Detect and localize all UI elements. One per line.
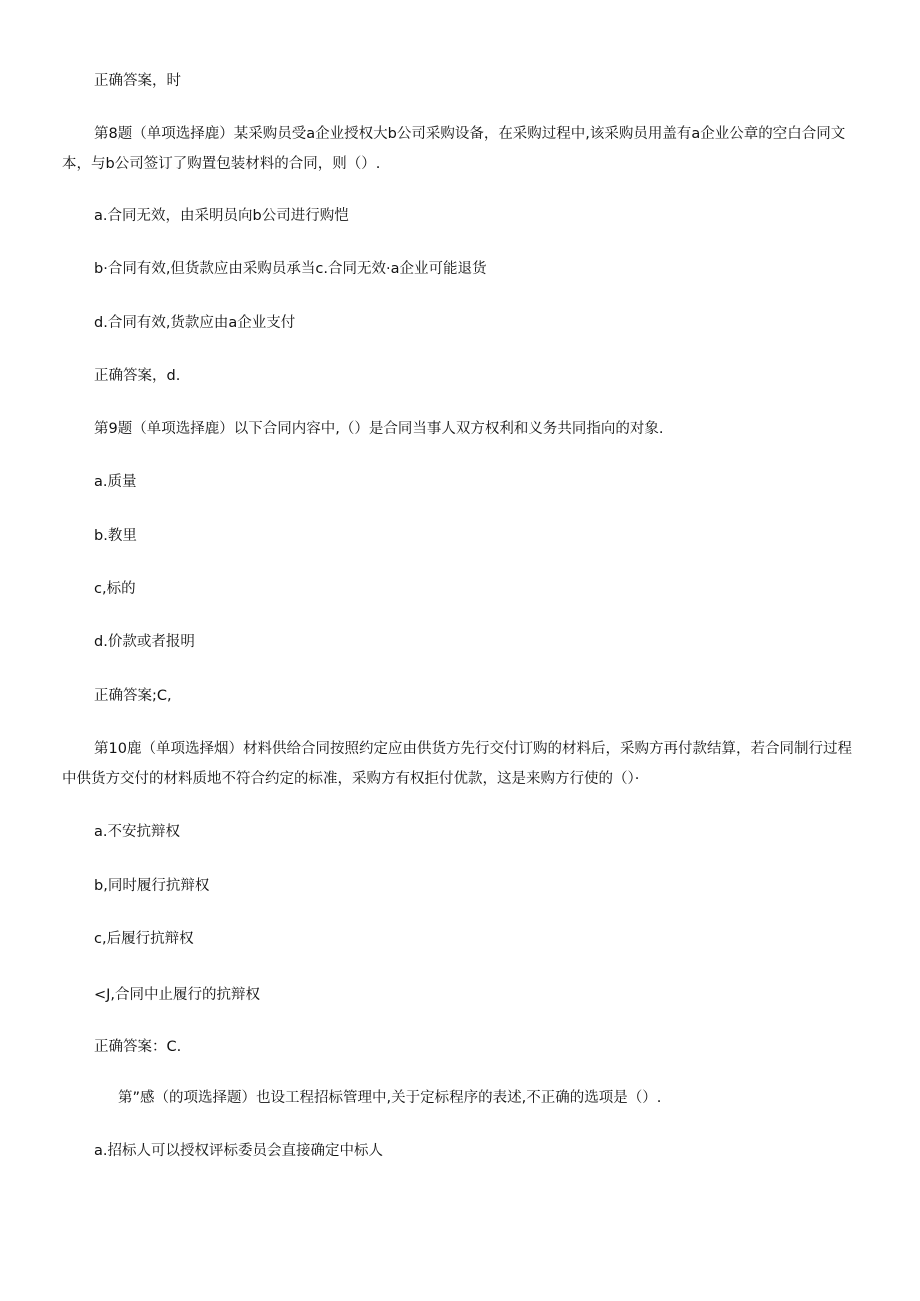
q9-option-a: a.质量 <box>94 474 137 490</box>
q8-option-d: d.合同有效,货款应由a企业支付 <box>94 315 296 331</box>
question-8: 第8题（单项选择鹿）某采购员受a企业授权大b公司采购设备，在采购过程中,该采购员用盖有a企业公章的空白合同文本，与b公司签订了购置包装材料的合同，则（）. <box>62 126 846 172</box>
question-11: 第”感（的项选择题）也设工程招标管理中,关于定标程序的表述,不正确的选项是（）. <box>118 1090 662 1106</box>
q9-option-d: d.价款或者报明 <box>94 634 195 650</box>
answer-q9: 正确答案;C, <box>94 688 172 704</box>
q10-option-a: a.不安抗辩权 <box>94 824 180 840</box>
q8-option-a: a.合同无效，由采明员向b公司进行购恺 <box>94 208 349 224</box>
q10-option-b: b,同时履行抗辩权 <box>94 878 210 894</box>
q9-option-b: b.教里 <box>94 528 137 544</box>
question-10: 第10鹿（单项选择烟）材料供给合同按照约定应由供货方先行交付订购的材料后，采购方再付款结算，若合同制行过程中供货方交付的材料质地不符合约定的标准，采购方有权拒付优款，这是来购方行使的（）· <box>62 741 852 787</box>
q11-option-a: a.招标人可以授权评标委员会直接确定中标人 <box>94 1143 383 1159</box>
q9-option-c: c,标的 <box>94 581 136 597</box>
question-9: 第9题（单项选择鹿）以下合同内容中,（）是合同当事人双方权利和义务共同指向的对象. <box>94 421 664 437</box>
q10-option-c: c,后履行抗辩权 <box>94 931 194 947</box>
answer-q7: 正确答案，时 <box>94 73 181 89</box>
answer-q8: 正确答案，d. <box>94 368 181 384</box>
q10-option-d: <J,合同中止履行的抗辩权 <box>94 987 261 1003</box>
q8-option-b-c: b·合同有效,但货款应由采购员承当c.合同无效·a企业可能退货 <box>94 261 487 277</box>
answer-q10: 正确答案：C. <box>94 1039 182 1055</box>
